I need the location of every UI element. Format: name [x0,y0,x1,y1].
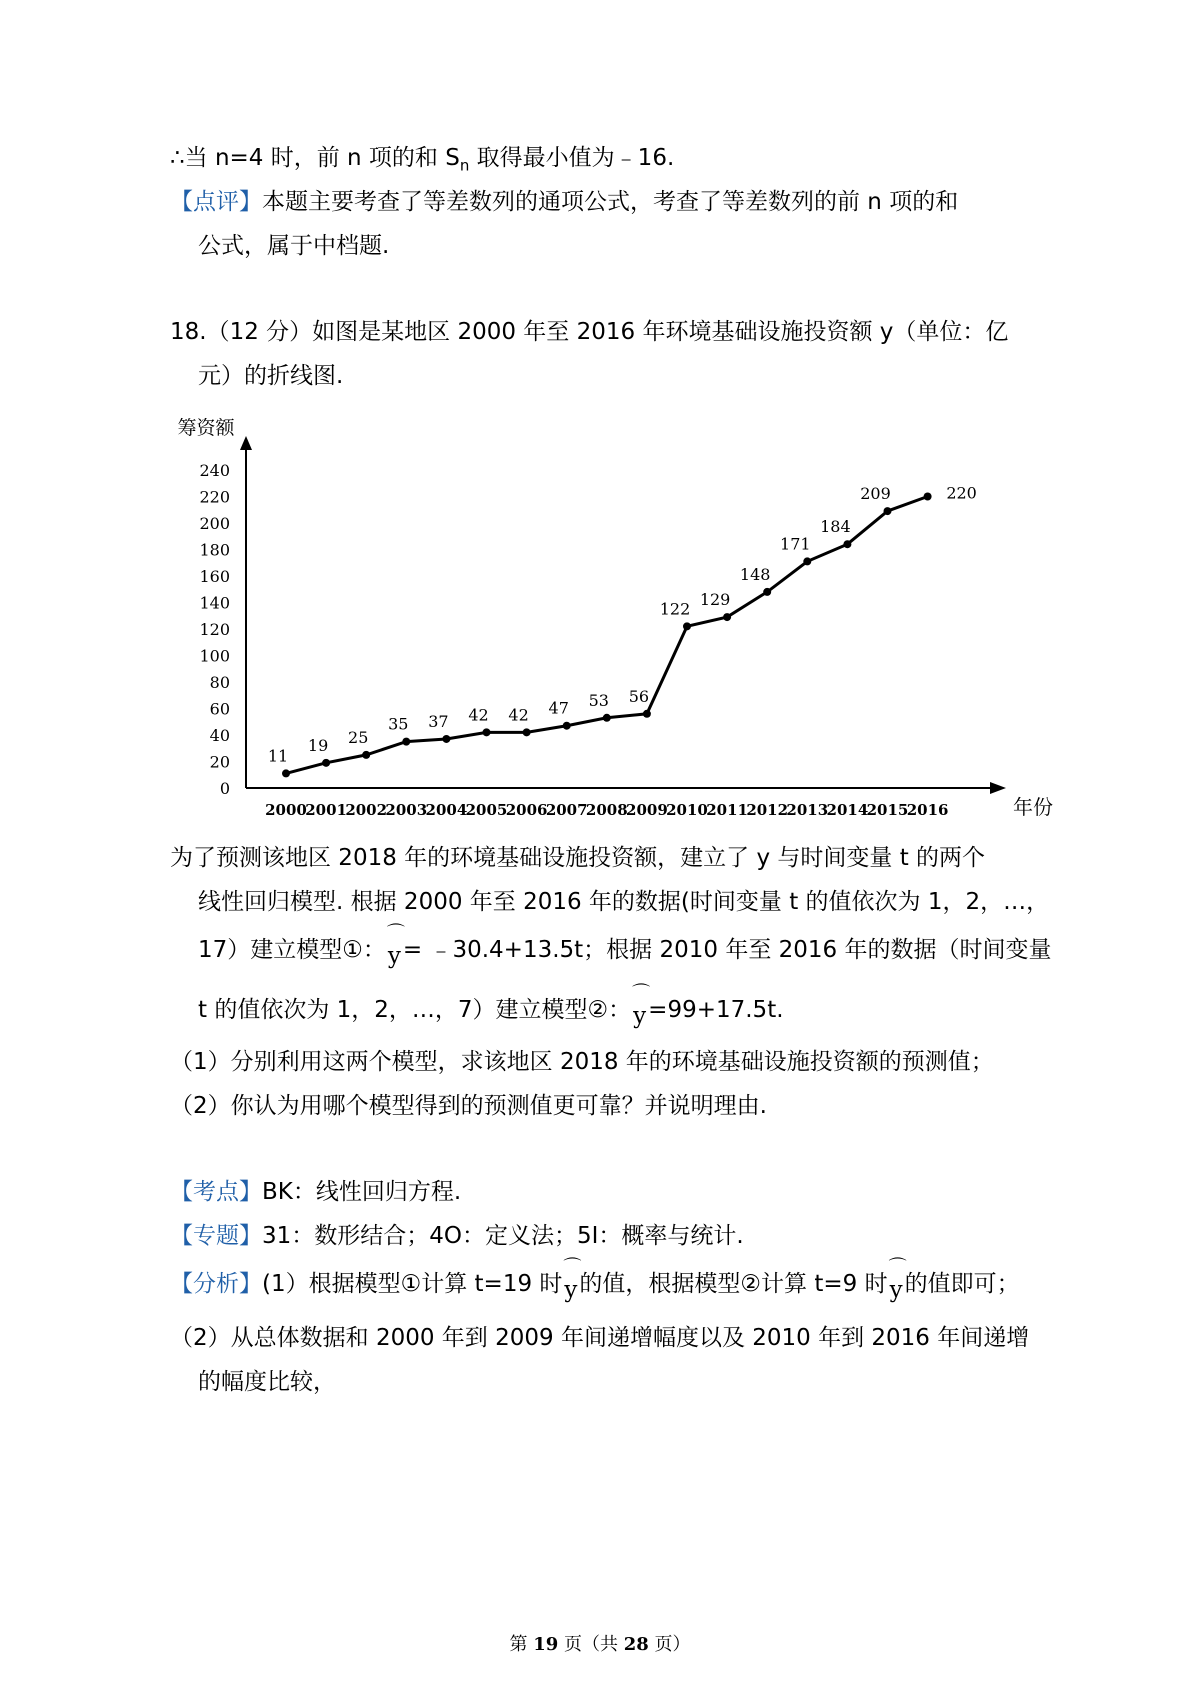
x-tick-label: 2009 [626,801,668,819]
data-label: 53 [588,690,609,710]
data-label: 56 [628,686,650,706]
data-label: 47 [548,698,569,718]
subscript-n: n [459,156,470,175]
data-label: 42 [468,705,489,725]
x-tick-label: 2011 [706,801,748,819]
subquestion-2 [170,1090,767,1122]
x-tick-label: 2010 [666,801,708,819]
y-hat-symbol: ⌒ y [888,1268,905,1300]
data-label: 122 [659,599,691,619]
model-1-label: 17）建立模型①： [198,937,386,963]
y-tick-label: 220 [199,487,230,507]
x-axis-label: 年份 [1013,795,1053,819]
review-line-2 [198,230,389,262]
paragraph-text-1: 为了预测该地区 2018 年的环境基础设施投资额，建立了 y 与时间变量 t 的两个 [170,845,986,871]
data-label: 19 [307,735,329,755]
fenxi-line-2 [170,1322,1029,1354]
y-axis-label: 筹资额 [177,417,235,439]
paragraph-line-2 [198,886,1049,918]
fenxi-tag: 【分析】 [170,1271,262,1297]
conclusion-tail: 取得最小值为﹣16. [469,145,675,171]
data-label: 209 [860,484,891,504]
data-label: 37 [428,711,449,731]
paragraph-line-1 [170,842,985,874]
fenxi-line [170,1268,1020,1303]
y-tick-label: 200 [199,514,230,533]
review-text: 本题主要考查了等差数列的通项公式，考查了等差数列的前 n 项的和 [262,189,959,215]
x-tick-label: 2002 [345,801,388,819]
data-label: 220 [946,483,977,503]
x-tick-label: 2013 [786,801,829,819]
y-tick-label: 100 [199,646,230,666]
y-tick-label: 180 [199,540,230,560]
fenxi-text-b: 的值，根据模型②计算 t=9 时 [579,1271,888,1297]
paragraph-text-2: 线性回归模型. 根据 2000 年至 2016 年的数据(时间变量 t 的值依次为 1，2，…， [198,889,1050,915]
x-tick-label: 2016 [906,801,949,819]
x-tick-label: 2005 [465,801,508,819]
x-tick-label: 2003 [385,801,428,819]
data-point [763,588,771,596]
page-number: 19 [533,1634,559,1655]
kaodian-tag: 【考点】 [170,1179,262,1205]
model-1-text: = ﹣30.4+13.5t；根据 2010 年至 2016 年的数据（时间变量 [402,937,1052,963]
data-label: 42 [508,705,529,725]
question-18-text-2: 元）的折线图. [198,363,344,389]
data-point [884,507,892,515]
page-footer: 第 19 页（共 28 页） [509,1634,691,1655]
data-point [523,728,531,736]
x-tick-label: 2001 [305,801,347,819]
y-axis-arrow [240,436,252,450]
fenxi-text-a: (1）根据模型①计算 t=19 时 [262,1271,563,1297]
y-hat-symbol: ⌒ y [631,994,648,1026]
data-point [563,722,571,730]
model-2-label: t 的值依次为 1，2，…，7）建立模型②： [198,997,632,1023]
paragraph-line-3 [198,934,1052,969]
data-point [362,751,370,759]
kaodian-line [170,1176,461,1208]
y-hat-symbol: ⌒ y [562,1268,579,1300]
fenxi-line-3 [198,1366,336,1398]
y-tick-label: 140 [199,593,230,613]
conclusion-text: ∴当 n=4 时，前 n 项的和 S [170,145,460,171]
x-tick-label: 2015 [866,801,909,819]
investment-line-chart [177,417,1098,900]
data-point [843,540,851,548]
y-tick-label: 160 [199,567,230,586]
data-label: 184 [820,517,851,537]
y-tick-label: 240 [199,461,230,480]
data-point [723,613,731,621]
question-18-text: 18.（12 分）如图是某地区 2000 年至 2016 年环境基础设施投资额 y（单位：亿 [170,319,1009,345]
subquestion-1-text: （1）分别利用这两个模型，求该地区 2018 年的环境基础设施投资额的预测值； [170,1049,994,1075]
data-point [924,493,932,501]
review-text-2: 公式，属于中档题. [198,233,390,259]
data-point [483,728,491,736]
subquestion-2-text: （2）你认为用哪个模型得到的预测值更可靠？并说明理由. [170,1093,767,1119]
x-tick-label: 2000 [265,801,307,819]
y-tick-label: 60 [209,699,230,719]
data-label: 25 [348,727,369,747]
data-point [643,710,651,718]
data-point [803,557,811,565]
x-axis-arrow [990,782,1006,794]
kaodian-text: BK：线性回归方程. [262,1179,462,1205]
data-label: 148 [739,564,771,584]
y-tick-label: 20 [209,752,230,772]
x-tick-label: 2004 [425,801,468,819]
review-tag: 【点评】 [170,189,262,215]
model-2-text: =99+17.5t. [648,997,784,1023]
y-tick-label: 40 [209,726,230,745]
data-label: 171 [780,534,811,554]
y-tick-label: 80 [209,673,230,692]
data-label: 129 [699,590,731,610]
x-tick-label: 2006 [505,801,548,819]
x-tick-label: 2008 [585,801,628,819]
fenxi-text-2: （2）从总体数据和 2000 年到 2009 年间递增幅度以及 2010 年到 2016 年间递增 [170,1325,1030,1351]
data-point [683,622,691,630]
zhuanti-text: 31：数形结合；4O：定义法；5I：概率与统计. [262,1223,744,1249]
zhuanti-line [170,1220,744,1252]
data-point [402,738,410,746]
data-point [442,735,450,743]
question-18-line-2 [198,360,343,392]
series-line [286,497,928,774]
data-point [322,759,330,767]
fenxi-text-c: 的值即可； [904,1271,1020,1297]
data-point [603,714,611,722]
y-tick-label: 0 [219,779,230,798]
y-tick-label: 120 [199,620,230,639]
data-label: 35 [388,714,409,734]
x-tick-label: 2014 [826,801,869,819]
page-total: 28 [623,1634,649,1655]
x-tick-label: 2007 [545,801,588,819]
y-hat-symbol: ⌒ y [386,934,403,966]
subquestion-1 [170,1046,994,1078]
fenxi-text-3: 的幅度比较， [198,1369,336,1395]
data-label: 11 [267,746,289,766]
x-tick-label: 2012 [746,801,789,819]
zhuanti-tag: 【专题】 [170,1223,262,1249]
review-line [170,186,958,218]
question-18-line [170,316,1008,348]
conclusion-line [170,142,674,182]
data-point [282,769,290,777]
paragraph-line-4 [198,994,784,1029]
